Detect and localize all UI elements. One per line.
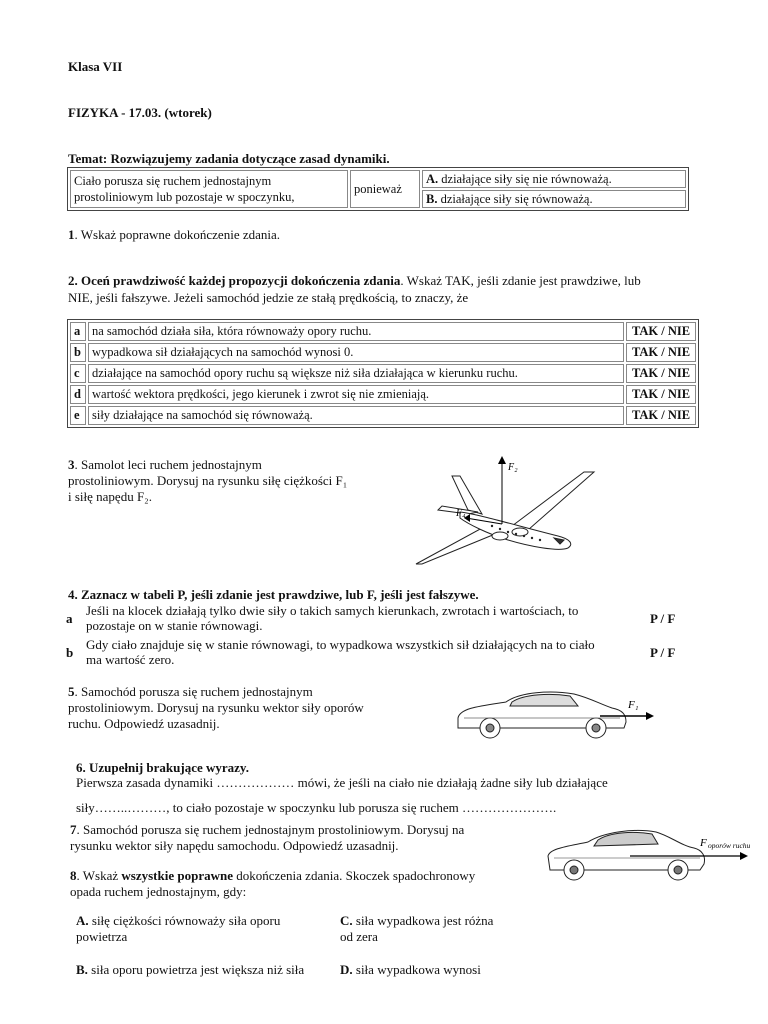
q8-option-c[interactable] (340, 913, 493, 945)
q6-line2: siły……..………, to ciało pozostaje w spoczynku lub porusza się ruchem …………………. (76, 800, 557, 815)
q8-option-d-key: D. (340, 962, 353, 977)
class-label: Klasa VII (68, 59, 123, 74)
q8-option-d-l1: siła wypadkowa wynosi (352, 962, 481, 977)
q6-title: 6. Uzupełnij brakujące wyrazy. (76, 760, 249, 775)
q1-number: 1 (68, 227, 75, 242)
car-figure-1 (450, 684, 662, 746)
q4-row-line1: Jeśli na klocek działają tylko dwie siły o takich samych kierunkach, zwrotach i wartościach, to (86, 603, 579, 618)
q1-left-line1: Ciało porusza się ruchem jednostajnym (74, 174, 272, 188)
q2-row-answer[interactable]: TAK / NIE (626, 385, 696, 404)
q3-line1: . Samolot leci ruchem jednostajnym (74, 457, 262, 472)
q1-table-left (70, 170, 348, 208)
q8-line2: opada ruchem jednostajnym, gdy: (70, 884, 247, 899)
q2-row-text: siły działające na samochód się równoważą. (88, 406, 624, 425)
q6-line1: Pierwsza zasada dynamiki ……………… mówi, że jeśli na ciało nie działają żadne siły lub działające (76, 775, 608, 790)
force-label: F (700, 837, 707, 849)
q1-option-a[interactable] (422, 170, 686, 188)
q7-text (70, 822, 464, 854)
q2-row-answer[interactable]: TAK / NIE (626, 406, 696, 425)
q8-pre: . Wskaż (76, 868, 122, 883)
q8-option-a-l2: powietrza (76, 929, 128, 944)
q2-text-rest: . Wskaż TAK, jeśli zdanie jest prawdziwe, lub (400, 273, 641, 288)
q1-option-a-key: A. (426, 171, 439, 186)
q4-title: 4. Zaznacz w tabeli P, jeśli zdanie jest prawdziwe, lub F, jeśli jest fałszywe. (68, 587, 479, 602)
q1-table (67, 167, 689, 211)
q8-option-a-l1: siłę ciężkości równoważy siła oporu (88, 913, 281, 928)
q2-row (70, 322, 696, 341)
q2-row-key: c (70, 364, 86, 383)
q2-row-key: d (70, 385, 86, 404)
q2-row-key: e (70, 406, 86, 425)
f1-label: F₁ (628, 699, 639, 711)
q2-row-answer[interactable]: TAK / NIE (626, 322, 696, 341)
q8-option-b[interactable] (76, 962, 304, 978)
f2-label: F₂ (508, 462, 518, 473)
q1-left-line2: prostoliniowym lub pozostaje w spoczynku, (74, 190, 295, 204)
q2-row-text: wypadkowa sił działających na samochód wynosi 0. (88, 343, 624, 362)
q4-row-line2: pozostaje on w stanie równowagi. (86, 618, 263, 633)
q1-option-a-text: działające siły się nie równoważą. (438, 171, 612, 186)
airplane-figure (408, 452, 598, 570)
car-figure-2 (544, 822, 760, 886)
q2-row-answer[interactable]: TAK / NIE (626, 343, 696, 362)
subject-heading: FIZYKA - 17.03. (wtorek) (68, 105, 212, 120)
q7-line1: . Samochód porusza się ruchem jednostajnym prostoliniowym. Dorysuj na (76, 822, 465, 837)
q4-row-answer[interactable]: P / F (650, 645, 676, 660)
q2-row (70, 364, 696, 383)
q3-text (68, 457, 347, 505)
q5-text (68, 684, 364, 732)
q4-row-answer[interactable]: P / F (650, 611, 676, 626)
force-label-sub: oporów ruchu (708, 841, 751, 850)
q4-row-key: a (66, 611, 73, 626)
q7-line2: rysunku wektor siły napędu samochodu. Odpowiedź uzasadnij. (70, 838, 399, 853)
q8-option-b-l1: siła oporu powietrza jest większa niż siła (87, 962, 305, 977)
q3-line3: i siłę napędu F₂. (68, 489, 152, 504)
q8-text (70, 868, 475, 900)
q2-row (70, 385, 696, 404)
q8-option-c-key: C. (340, 913, 353, 928)
q1-option-b[interactable] (422, 190, 686, 208)
q2-row-text: działające na samochód opory ruchu są większe niż siła działająca w kierunku ruchu. (88, 364, 624, 383)
q7-number: 7 (70, 822, 77, 837)
q5-line3: ruchu. Odpowiedź uzasadnij. (68, 716, 220, 731)
q2-bold-text: . Oceń prawdziwość każdej propozycji dokończenia zdania (74, 273, 401, 288)
q8-option-a[interactable] (76, 913, 280, 945)
q3-number: 3 (68, 457, 75, 472)
q2-row-answer[interactable]: TAK / NIE (626, 364, 696, 383)
q2-row-key: b (70, 343, 86, 362)
q2-row (70, 406, 696, 425)
topic-heading: Temat: Rozwiązujemy zadania dotyczące zasad dynamiki. (68, 151, 390, 166)
q8-option-c-l1: siła wypadkowa jest różna (352, 913, 494, 928)
q8-option-d[interactable] (340, 962, 481, 978)
q2-row-text: na samochód działa siła, która równoważy opory ruchu. (88, 322, 624, 341)
q1-text: . Wskaż poprawne dokończenie zdania. (74, 227, 281, 242)
q1-instruction (68, 227, 280, 243)
q2-row-text: wartość wektora prędkości, jego kierunek i zwrot się nie zmieniają. (88, 385, 624, 404)
q2-table (67, 319, 699, 428)
q1-option-b-key: B. (426, 191, 438, 206)
q4-row-line1: Gdy ciało znajduje się w stanie równowagi, to wypadkowa wszystkich sił działających na to ciało (86, 637, 595, 652)
q2-line2: NIE, jeśli fałszywe. Jeżeli samochód jedzie ze stałą prędkością, to znaczy, że (68, 290, 469, 305)
q4-row (64, 637, 704, 671)
f4-label: F₄ (456, 508, 466, 519)
q4-row-line2: ma wartość zero. (86, 652, 175, 667)
q2-line1 (68, 273, 641, 289)
q8-option-a-key: A. (76, 913, 89, 928)
q1-table-middle: ponieważ (350, 170, 420, 208)
q8-option-b-key: B. (76, 962, 88, 977)
q2-number: 2 (68, 273, 75, 288)
q8-option-c-l2: od zera (340, 929, 378, 944)
q4-table (64, 603, 704, 671)
q8-number: 8 (70, 868, 77, 883)
q5-line1: . Samochód porusza się ruchem jednostajnym (74, 684, 313, 699)
q5-number: 5 (68, 684, 75, 699)
q5-line2: prostoliniowym. Dorysuj na rysunku wektor siły oporów (68, 700, 364, 715)
q8-bold: wszystkie poprawne (121, 868, 233, 883)
q2-row (70, 343, 696, 362)
q4-row-key: b (66, 645, 74, 660)
q4-row (64, 603, 704, 637)
q3-line2: prostoliniowym. Dorysuj na rysunku siłę ciężkości F₁ (68, 473, 348, 488)
q8-post: dokończenia zdania. Skoczek spadochronowy (232, 868, 476, 883)
q1-option-b-text: działające siły się równoważą. (437, 191, 593, 206)
q2-row-key: a (70, 322, 86, 341)
